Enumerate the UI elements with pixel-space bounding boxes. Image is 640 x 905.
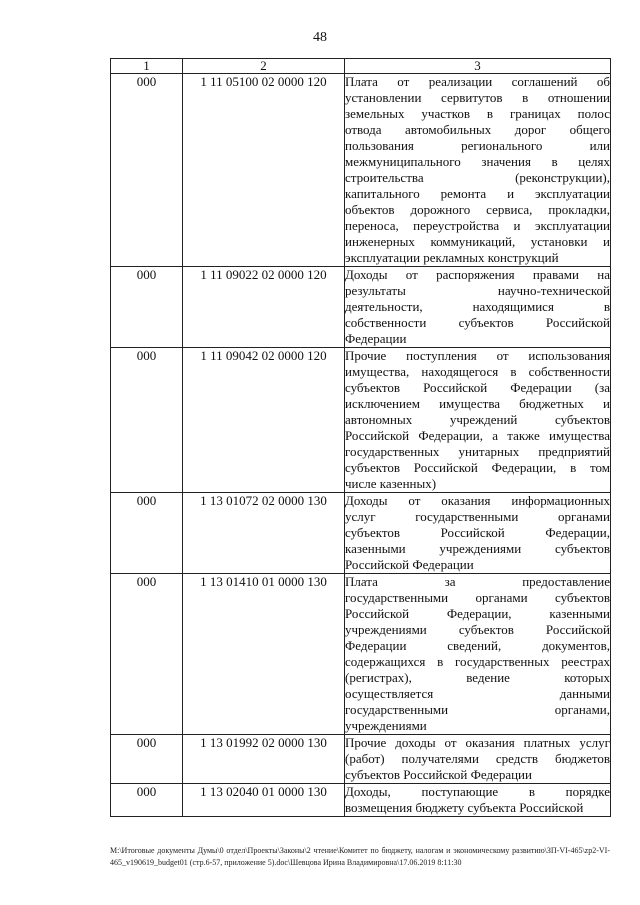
admin-code-cell: 000 bbox=[111, 784, 183, 817]
description-line: государственными органами, bbox=[345, 702, 610, 717]
description-line: эксплуатации рекламных конструкций bbox=[345, 250, 559, 265]
description-line: инженерных коммуникаций, установки и bbox=[345, 234, 610, 249]
description-line: Плата от реализации соглашений об bbox=[345, 74, 610, 89]
income-code-cell: 1 13 01410 01 0000 130 bbox=[183, 574, 345, 735]
description-line: результаты научно-технической bbox=[345, 283, 610, 298]
description-line: (работ) получателями средств бюджетов bbox=[345, 751, 610, 766]
description-line: объектов дорожного сервиса, прокладки, bbox=[345, 202, 610, 217]
description-line: отвода автомобильных дорог общего bbox=[345, 122, 610, 137]
description-line: имущества, находящегося в собственности bbox=[345, 364, 610, 379]
income-description-cell bbox=[345, 74, 611, 267]
admin-code-cell: 000 bbox=[111, 574, 183, 735]
table-row bbox=[111, 735, 611, 784]
table-row bbox=[111, 784, 611, 817]
income-description-cell bbox=[345, 348, 611, 493]
admin-code-cell: 000 bbox=[111, 735, 183, 784]
description-line: капитального ремонта и эксплуатации bbox=[345, 186, 610, 201]
description-line: субъектов Российской Федерации, bbox=[345, 525, 610, 540]
description-line: земельных участков в границах полос bbox=[345, 106, 610, 121]
description-line: установлении сервитутов в отношении bbox=[345, 90, 610, 105]
column-header-1: 1 bbox=[111, 59, 183, 74]
description-line: услуг государственными органами bbox=[345, 509, 610, 524]
description-line: учреждениями bbox=[345, 718, 427, 733]
description-line: переноса, переустройства и эксплуатации bbox=[345, 218, 610, 233]
admin-code-cell: 000 bbox=[111, 267, 183, 348]
income-code-cell: 1 11 09022 02 0000 120 bbox=[183, 267, 345, 348]
description-line: деятельности, находящимися в bbox=[345, 299, 610, 314]
table-row bbox=[111, 348, 611, 493]
description-line: строительства (реконструкции), bbox=[345, 170, 610, 185]
description-line: государственных унитарных предприятий bbox=[345, 444, 610, 459]
income-code-cell: 1 13 01992 02 0000 130 bbox=[183, 735, 345, 784]
description-line: Российской Федерации, а также имущества bbox=[345, 428, 610, 443]
description-line: числе казенных) bbox=[345, 476, 437, 491]
admin-code-cell: 000 bbox=[111, 493, 183, 574]
description-line: пользования регионального или bbox=[345, 138, 610, 153]
file-path-footer bbox=[110, 845, 610, 869]
description-line: автономных учреждений субъектов bbox=[345, 412, 610, 427]
description-line: Плата за предоставление bbox=[345, 574, 610, 589]
description-line: осуществляется данными bbox=[345, 686, 610, 701]
table-row bbox=[111, 493, 611, 574]
description-line: казенными учреждениями субъектов bbox=[345, 541, 610, 556]
income-description-cell bbox=[345, 267, 611, 348]
income-description-cell bbox=[345, 784, 611, 817]
income-description-cell bbox=[345, 735, 611, 784]
column-header-2: 2 bbox=[183, 59, 345, 74]
table-row bbox=[111, 267, 611, 348]
income-description-cell bbox=[345, 493, 611, 574]
income-code-cell: 1 11 05100 02 0000 120 bbox=[183, 74, 345, 267]
description-line: собственности субъектов Российской bbox=[345, 315, 610, 330]
description-line: межмуниципального значения в целях bbox=[345, 154, 610, 169]
description-line: Прочие доходы от оказания платных услуг bbox=[345, 735, 610, 750]
description-line: возмещения бюджету субъекта Российской bbox=[345, 800, 584, 815]
column-header-3: 3 bbox=[345, 59, 611, 74]
table-header-row bbox=[111, 59, 611, 74]
footer-line-2: 465_v190619_budget01 (стр.6-57, приложение 5).doc\Шевцова Ирина Владимировна\17.06.2019 8:11:30 bbox=[110, 858, 462, 867]
description-line: содержащихся в государственных реестрах bbox=[345, 654, 610, 669]
description-line: субъектов Российской Федерации, в том bbox=[345, 460, 610, 475]
description-line: исключением имущества бюджетных и bbox=[345, 396, 610, 411]
description-line: Российской Федерации, казенными bbox=[345, 606, 610, 621]
admin-code-cell: 000 bbox=[111, 74, 183, 267]
description-line: субъектов Российской Федерации bbox=[345, 767, 532, 782]
description-line: Прочие поступления от использования bbox=[345, 348, 610, 363]
description-line: государственными органами субъектов bbox=[345, 590, 610, 605]
description-line: Федерации bbox=[345, 331, 407, 346]
income-code-cell: 1 11 09042 02 0000 120 bbox=[183, 348, 345, 493]
description-line: (регистрах), ведение которых bbox=[345, 670, 610, 685]
footer-line-1: M:\Итоговые документы Думы\0 отдел\Проекты\Законы\2 чтение\Комитет по бюджету, налогам и экономическому развитию\ЗП-VI-465\zp2-VI- bbox=[110, 846, 610, 855]
admin-code-cell: 000 bbox=[111, 348, 183, 493]
description-line: Российской Федерации bbox=[345, 557, 474, 572]
income-description-cell bbox=[345, 574, 611, 735]
description-line: Доходы, поступающие в порядке bbox=[345, 784, 610, 799]
revenue-classification-table bbox=[110, 58, 611, 817]
income-code-cell: 1 13 02040 01 0000 130 bbox=[183, 784, 345, 817]
table-row bbox=[111, 574, 611, 735]
description-line: учреждениями субъектов Российской bbox=[345, 622, 610, 637]
description-line: Доходы от оказания информационных bbox=[345, 493, 610, 508]
table-row bbox=[111, 74, 611, 267]
description-line: субъектов Российской Федерации (за bbox=[345, 380, 610, 395]
description-line: Федерации сведений, документов, bbox=[345, 638, 610, 653]
page-number: 48 bbox=[313, 30, 327, 45]
income-code-cell: 1 13 01072 02 0000 130 bbox=[183, 493, 345, 574]
description-line: Доходы от распоряжения правами на bbox=[345, 267, 610, 282]
